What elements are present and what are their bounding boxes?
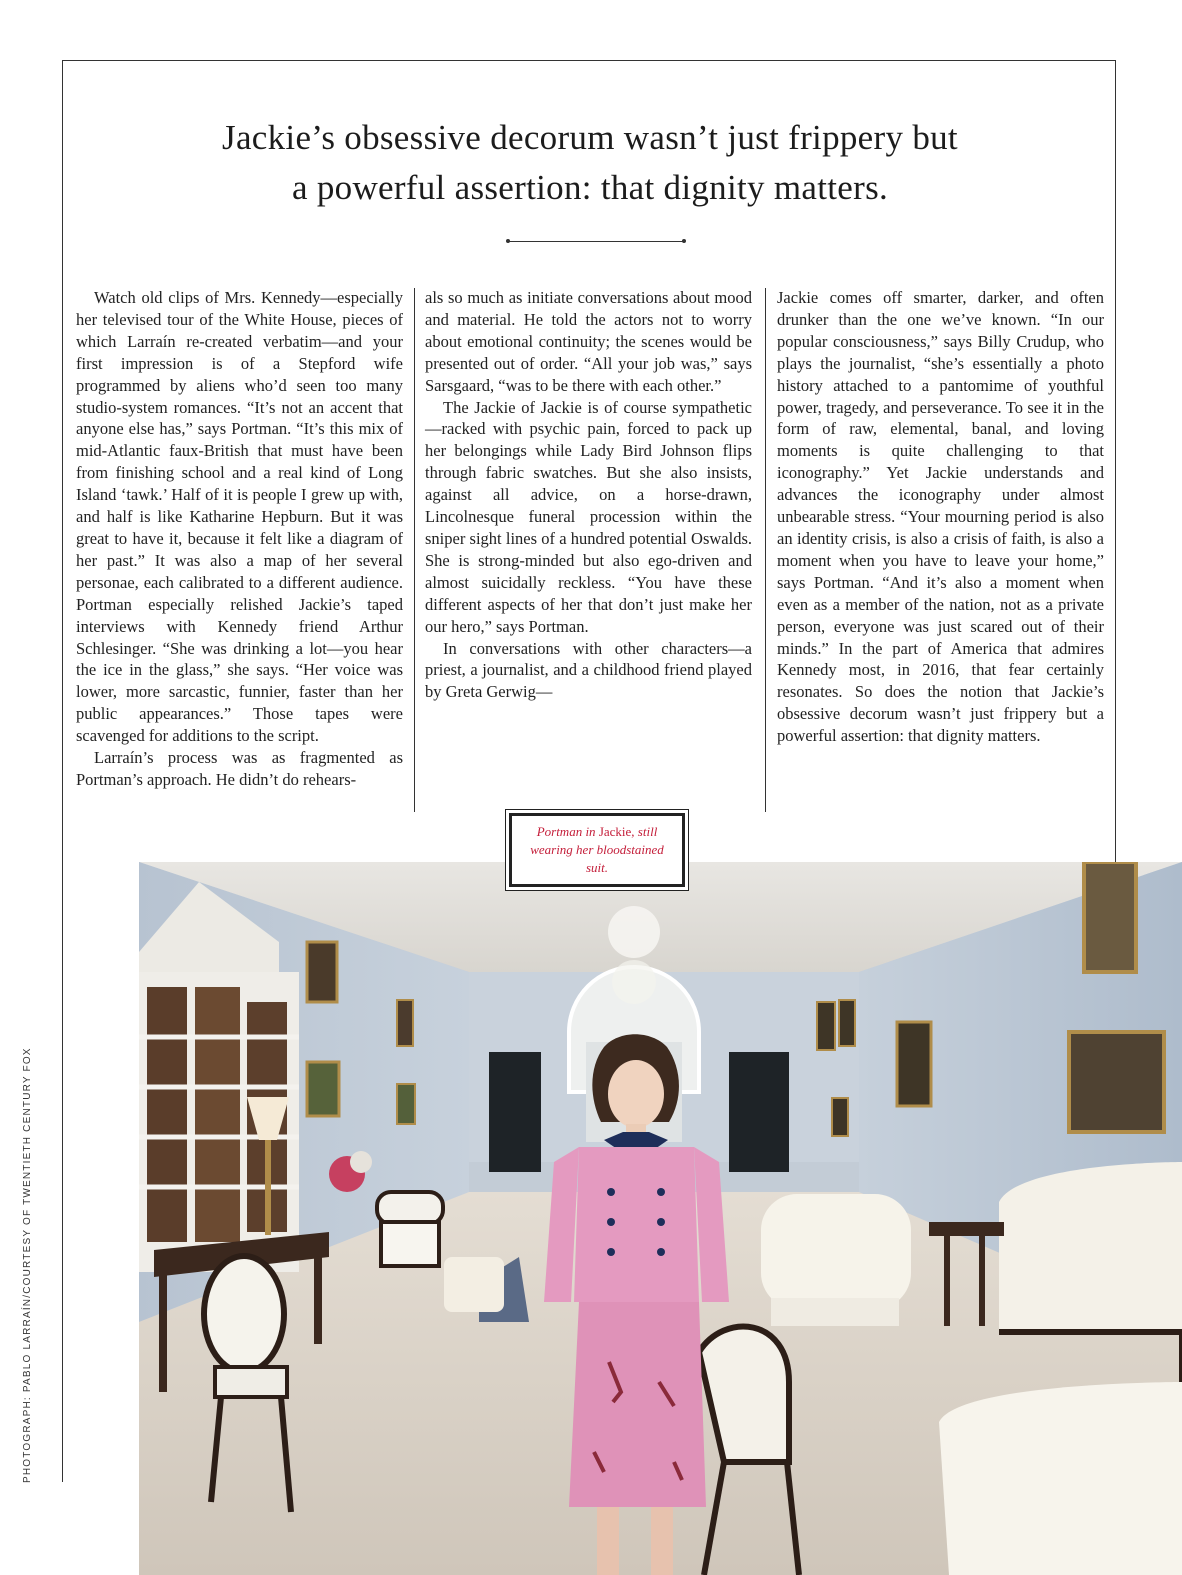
- paragraph: Jackie comes off smarter, darker, and often drunker than the one we’ve known. “In our popular consciousness,” says Billy Crudup, who plays the journalist, “she’s essentially a photo history attached to a pantomime of youthful power, tragedy, and perseverance. To see it in the form of raw, elemental, banal, and loving moments is quite challenging to that iconography.” Yet Jackie understands and advances the iconography under almost unbearable stress. “Your mourning period is also an identity crisis, is also a crisis of faith, is also a moment when you have to leave your home,” says Portman. “And it’s also a moment when even as a member of the nation, not as a private person, everyone was just scared out of their minds.” In the part of America that admires Kennedy most, in 2016, that fear certainly resonates. So does the notion that Jackie’s obsessive decorum wasn’t just frippery but a powerful assertion: that dignity matters.: [777, 288, 1104, 746]
- paragraph: In conversations with other characters—a priest, a journalist, and a childhood friend played by Greta Gerwig—: [425, 638, 752, 702]
- caption-rest: still wearing her bloodstained suit.: [530, 824, 664, 875]
- frame-left-rule: [62, 60, 63, 1482]
- caption-film-title: Jackie,: [598, 824, 635, 839]
- paragraph: Larraín’s process was as fragmented as Portman’s approach. He didn’t do rehears-: [76, 748, 403, 789]
- caption-prefix: Portman in: [536, 824, 599, 839]
- pull-quote-line-1: Jackie’s obsessive decorum wasn’t just frippery but: [222, 118, 958, 157]
- column-rule-2: [765, 288, 766, 812]
- photo-caption: [505, 809, 689, 891]
- body-column-1: [76, 287, 403, 791]
- frame-top-rule: [62, 60, 1116, 61]
- paragraph: The Jackie of Jackie is of course sympathetic—racked with psychic pain, forced to pack up her belongings while Lady Bird Johnson flips through fabric swatches. But she also insists, against all advice, on a horse-drawn, Lincolnesque funeral procession within the sniper sight lines of a hundred potential Oswalds. She is strong-minded but also ego-driven and almost suicidally reckless. “You have these different aspects of her that don’t just make her our hero,” says Portman.: [425, 397, 752, 636]
- frame-right-rule: [1115, 60, 1116, 862]
- photo-credit: PHOTOGRAPH: PABLO LARRAÍN/COURTESY OF TWENTIETH CENTURY FOX: [22, 1047, 33, 1483]
- pull-quote-line-2: a powerful assertion: that dignity matters.: [291, 168, 889, 207]
- paragraph: als so much as initiate conversations about mood and material. He told the actors not to worry about emotional continuity; the scenes would be presented out of order. “All your job was,” says Sarsgaard, “was to be there with each other.”: [425, 288, 752, 395]
- column-rule-1: [414, 288, 415, 812]
- film-still-photo: [139, 862, 1182, 1575]
- body-column-3: [777, 287, 1104, 747]
- body-column-2: [425, 287, 752, 703]
- paragraph: Watch old clips of Mrs. Kennedy—especially her televised tour of the White House, pieces of which Larraín re-created verbatim—and your first impression is of a Stepford wife programmed by aliens who’d seen too many studio-system romances. “It’s not an accent that anyone else has,” says Portman. “It’s this mix of mid-Atlantic faux-British that must have been from finishing school and a real kind of Long Island ‘tawk.’ Half of it is people I grew up with, and half is like Katharine Hepburn. But it was great to have it, because it felt like a diagram of her past.” It was also a map of her several personae, each calibrated to a different audience. Portman especially relished Jackie’s taped interviews with Kennedy friend Arthur Schlesinger. “She was drinking a lot—you hear the ice in the glass,” she says. “Her voice was lower, more sarcastic, funnier, faster than her public appearances.” Those tapes were scavenged for additions to the script.: [76, 288, 403, 746]
- ornamental-divider: [508, 241, 684, 242]
- pull-quote: [120, 113, 1060, 213]
- photo-caption-text: [520, 823, 674, 877]
- photo-caption-inner: [509, 813, 685, 887]
